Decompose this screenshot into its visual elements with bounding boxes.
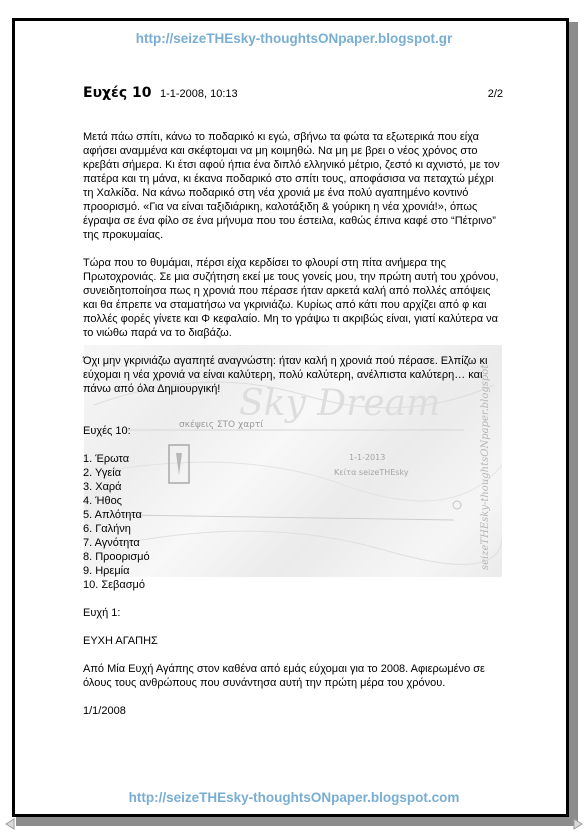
list-item: 9. Ηρεμία [83,565,130,577]
footer-url[interactable]: http://seizeTHEsky-thoughtsONpaper.blogspot.com [128,790,460,805]
wish-list [83,452,503,592]
photo-script-text: Sky Dream [239,383,441,424]
title-row [83,85,503,105]
list-title: Ευχές 10: [83,425,131,437]
photo-caption-3: Κείτα seizeTHEsky [334,468,409,477]
wish1-heading: ΕΥΧΗ ΑΓΑΠΗΣ [83,635,158,647]
list-item: 7. Αγνότητα [83,537,140,549]
photo-caption-2: 1-1-2013 [349,453,386,462]
list-item: 5. Απλότητα [83,509,142,521]
list-item: 4. Ήθος [83,495,122,507]
post-title: Ευχές 10 [83,85,152,101]
wish1-label: Ευχή 1: [83,607,121,619]
vertical-watermark-url: seizeTHEsky-thoughtsONpaper.blogspot [480,364,491,570]
closing-date: 1/1/2008 [83,705,126,717]
post-body [83,130,503,732]
header-url[interactable]: http://seizeTHEsky-thoughtsONpaper.blogspot.gr [135,31,453,46]
paragraph: Τώρα που το θυμάμαι, πέρσι είχα κερδίσει το φλουρί στη πίτα ανήμερα της Πρωτοχρονιάς. Σε μια συζήτηση εκεί με τους γονείς μου, την πρώτη αυτή του χρόνου, συνειδητοποίησα πως η χρονιά που πέρασε ήταν αρκετά καλή από πολλές απόψεις και θα έπρεπε να σταματήσω να γκρινιάζω. Κυρίως από κάτι που αρχίζει από φ και πολλές φορές γίνετε και Φ κεφαλαίο. Μη το γράψω τι ακριβώς είναι, γιατί καλύτερα να το νιώθω παρά να το διαβάζω. [83,257,499,339]
list-item: 3. Χαρά [83,481,122,493]
arrow-left-icon[interactable] [4,818,16,830]
page-number: 2/2 [487,88,503,100]
photo-caption-1: σκέψεις ΣΤΟ χαρτί [179,420,264,430]
list-item: 8. Προορισμό [83,551,150,563]
list-item: 1. Έρωτα [83,453,130,465]
list-item: 2. Υγεία [83,467,122,479]
paragraph: Μετά πάω σπίτι, κάνω το ποδαρικό κι εγώ, σβήνω τα φώτα τα εξωτερικά που είχα αφήσει αναμμένα και σκέφτομαι να μη κοιμηθώ. Να μη με βρει ο νέος χρόνος στο κρεβάτι σήμερα. Κι έτσι αφού ήπια ένα διπλό ελληνικό μέτριο, ζεστό κι αχνιστό, με τον πατέρα και τη μάνα, κι έκανα ποδαρικό στο σπίτι τους, αποφάσισα να πεταχτώ μέχρι τη Χαλκίδα. Να κάνω ποδαρικό στη νέα χρονιά με ένα πολύ αγαπημένο κοντινό προορισμό. «Για να είναι ταξιδιάρικη, καλοτάξιδη & γούρικη η νέα χρονιά!», όπως έγραψα σε ένα φίλο σε ένα μήνυμα που του έστειλα, καθώς έπινα καφέ στο “Πέτρινο” της προκυμαίας. [83,131,500,241]
post-date: 1-1-2008, 10:13 [160,88,238,100]
paragraph: Όχι μην γκρινιάζω αγαπητέ αναγνώστη: ήταν καλή η χρονιά πού πέρασε. Ελπίζω κι εύχομαι η νέα χρονιά να είναι καλύτερη, πολύ καλύτερη, ανέλπιστα καλύτερη… και πάνω από όλα Δημιουργική! [83,355,488,395]
arrow-right-icon[interactable] [572,818,584,830]
list-item: 10. Σεβασμό [83,579,145,591]
wish1-text: Από Μία Ευχή Αγάπης στον καθένα από εμάς εύχομαι για το 2008. Αφιερωμένο σε όλους τους ανθρώπους που συνάντησα αυτή την πρώτη μέρα του χρόνου. [83,663,485,689]
list-item: 6. Γαλήνη [83,523,131,535]
